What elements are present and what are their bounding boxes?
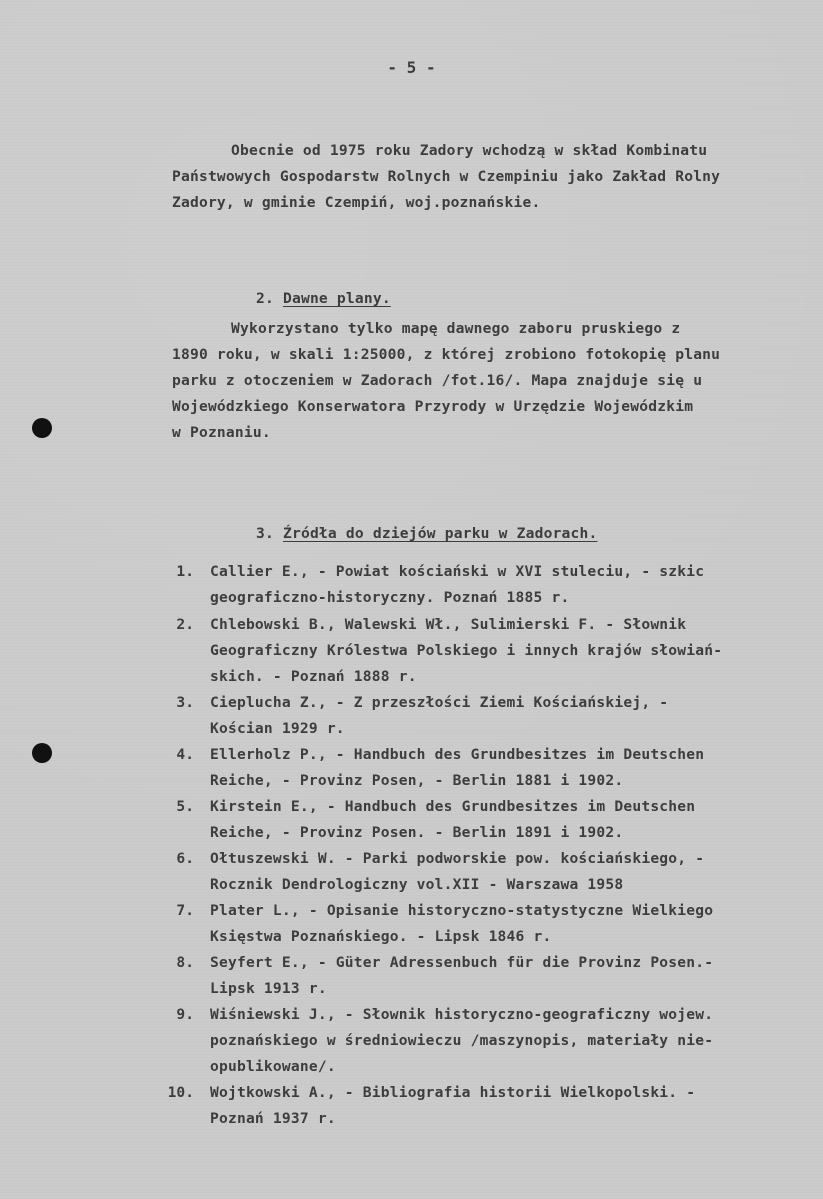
section-title: Źródła do dziejów parku w Zadorach. bbox=[282, 525, 598, 542]
intro-line: Zadory, w gminie Czempiń, woj.poznańskie. bbox=[172, 194, 541, 211]
source-line: Ellerholz P., - Handbuch des Grundbesitzes im Deutschen bbox=[210, 746, 705, 763]
source-line: Ołtuszewski W. - Parki podworskie pow. kościańskiego, - bbox=[210, 850, 705, 867]
source-line: geograficzno-historyczny. Poznań 1885 r. bbox=[210, 589, 570, 606]
source-line: Lipsk 1913 r. bbox=[210, 980, 327, 997]
section-2-line: parku z otoczeniem w Zadorach /fot.16/. Mapa znajduje się u bbox=[172, 372, 703, 389]
source-number: 5. bbox=[176, 798, 194, 815]
source-number: 7. bbox=[176, 902, 194, 919]
intro-line: Obecnie od 1975 roku Zadory wchodzą w skład Kombinatu bbox=[231, 142, 708, 159]
source-line: Wiśniewski J., - Słownik historyczno-geograficzny wojew. bbox=[210, 1006, 714, 1023]
section-2-heading bbox=[256, 290, 391, 307]
punch-hole bbox=[32, 418, 52, 438]
source-line: Geograficzny Królestwa Polskiego i innych krajów słowiań- bbox=[210, 642, 723, 659]
source-number: 4. bbox=[176, 746, 194, 763]
intro-line: Państwowych Gospodarstw Rolnych w Czempiniu jako Zakład Rolny bbox=[172, 168, 721, 185]
section-2-line: w Poznaniu. bbox=[172, 424, 271, 441]
section-2-line: Wykorzystano tylko mapę dawnego zaboru pruskiego z bbox=[231, 320, 681, 337]
source-number: 6. bbox=[176, 850, 194, 867]
source-number: 9. bbox=[176, 1006, 194, 1023]
section-3-heading bbox=[256, 525, 598, 542]
source-line: poznańskiego w średniowieczu /maszynopis, materiały nie- bbox=[210, 1032, 714, 1049]
source-line: Księstwa Poznańskiego. - Lipsk 1846 r. bbox=[210, 928, 552, 945]
source-line: Poznań 1937 r. bbox=[210, 1110, 336, 1127]
source-number: 10. bbox=[167, 1084, 194, 1101]
source-line: Plater L., - Opisanie historyczno-statystyczne Wielkiego bbox=[210, 902, 714, 919]
source-line: Wojtkowski A., - Bibliografia historii Wielkopolski. - bbox=[210, 1084, 696, 1101]
source-line: Kirstein E., - Handbuch des Grundbesitzes im Deutschen bbox=[210, 798, 696, 815]
source-line: skich. - Poznań 1888 r. bbox=[210, 668, 417, 685]
source-line: Rocznik Dendrologiczny vol.XII - Warszawa 1958 bbox=[210, 876, 624, 893]
source-number: 1. bbox=[176, 563, 194, 580]
punch-hole bbox=[32, 743, 52, 763]
source-line: Callier E., - Powiat kościański w XVI stuleciu, - szkic bbox=[210, 563, 705, 580]
section-title: Dawne plany. bbox=[282, 290, 391, 307]
source-line: Seyfert E., - Güter Adressenbuch für die Provinz Posen.- bbox=[210, 954, 714, 971]
source-line: Cieplucha Z., - Z przeszłości Ziemi Kościańskiej, - bbox=[210, 694, 669, 711]
source-line: Reiche, - Provinz Posen, - Berlin 1881 i 1902. bbox=[210, 772, 624, 789]
source-number: 3. bbox=[176, 694, 194, 711]
source-number: 8. bbox=[176, 954, 194, 971]
source-number: 2. bbox=[176, 616, 194, 633]
source-line: Kościan 1929 r. bbox=[210, 720, 345, 737]
section-2-line: Wojewódzkiego Konserwatora Przyrody w Urzędzie Wojewódzkim bbox=[172, 398, 694, 415]
section-2-line: 1890 roku, w skali 1:25000, z której zrobiono fotokopię planu bbox=[172, 346, 721, 363]
page-number: - 5 - bbox=[387, 58, 436, 77]
section-number: 3. bbox=[256, 525, 274, 542]
source-line: Reiche, - Provinz Posen. - Berlin 1891 i 1902. bbox=[210, 824, 624, 841]
source-line: opublikowane/. bbox=[210, 1058, 336, 1075]
source-line: Chlebowski B., Walewski Wł., Sulimierski F. - Słownik bbox=[210, 616, 687, 633]
section-number: 2. bbox=[256, 290, 274, 307]
